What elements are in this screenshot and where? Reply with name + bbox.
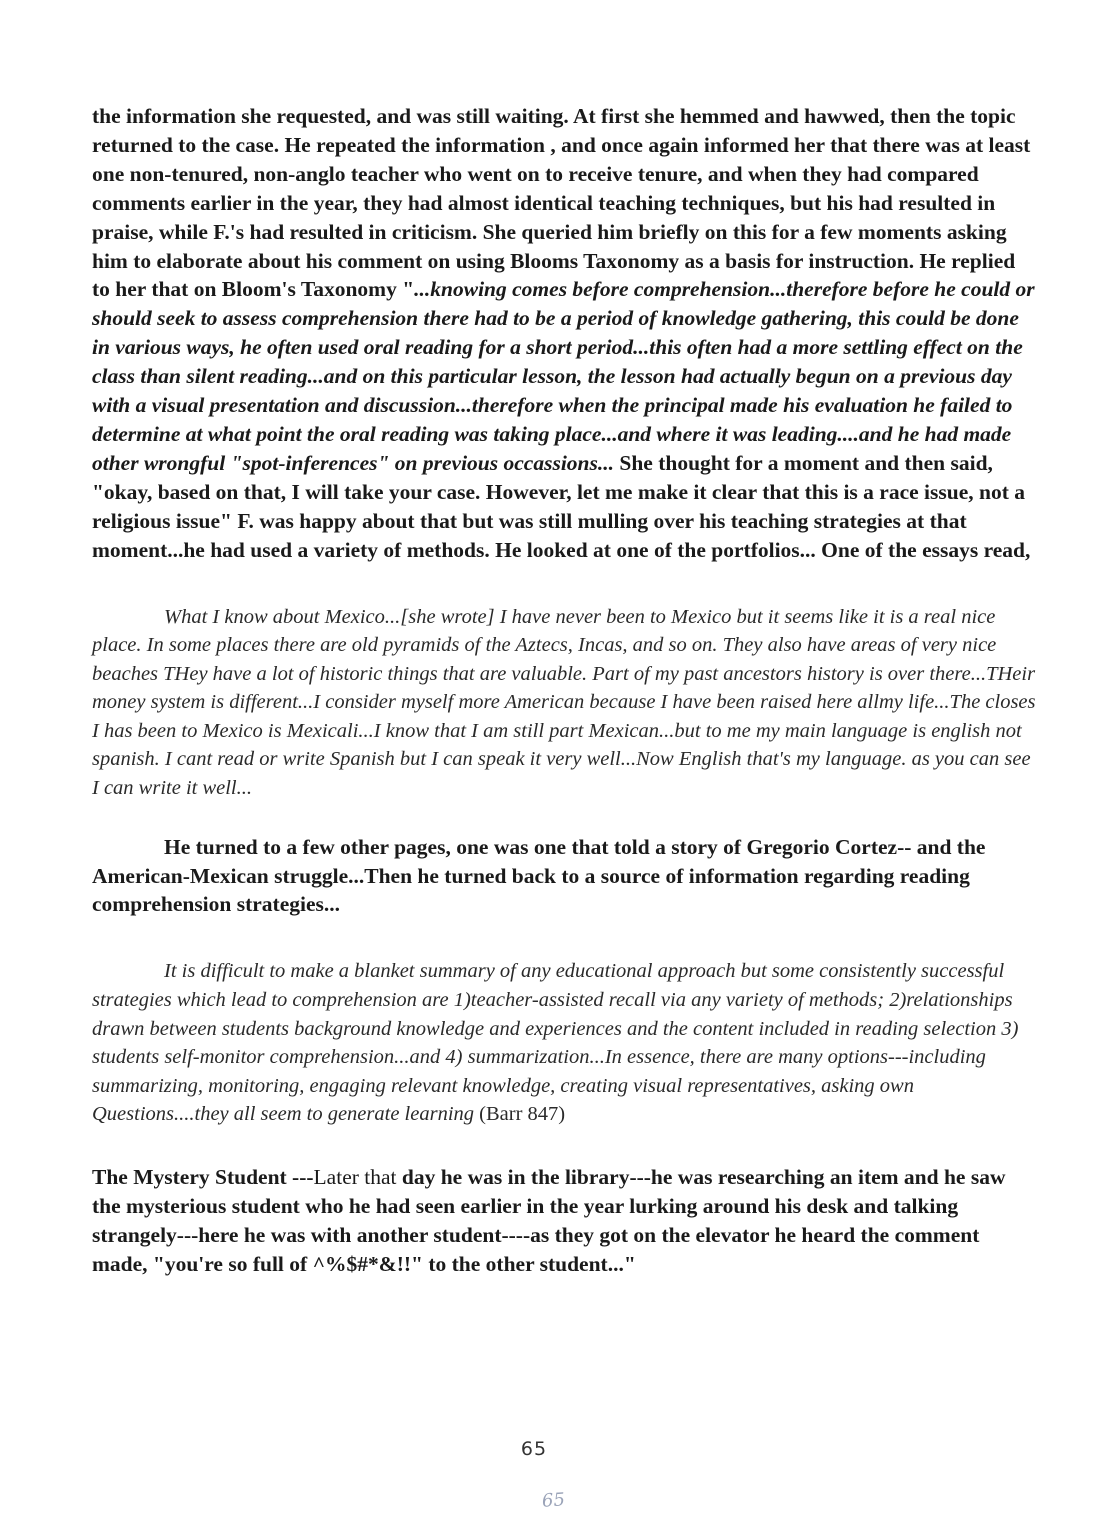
paragraph-mystery-student xyxy=(92,1163,1037,1279)
paragraph-lead-text: the information she requested, and was still waiting. At first she hemmed and hawwed, then the topic returned to the case. He repeated the information , and once again informed her that there was at least one non-tenured, non-anglo teacher who went on to receive tenure, and when they had compared comments earlier in the year, they had almost identical teaching techniques, but his had resulted in praise, while F.'s had resulted in criticism. She queried him briefly on this for a few moments asking him to elaborate about his comment on using Blooms Taxonomy as a basis for instruction. He replied to her that on Bloom's Taxonomy " xyxy=(92,104,1031,302)
mystery-student-text: day he was in the library---he was researching an item and he saw the mysterious student who he had seen earlier in the year lurking around his desk and talking strangely---here he was with another student----as they got on the elevator he heard the comment made, "you're so full of ^%$#*&!!" to the other student..." xyxy=(92,1164,1006,1276)
comprehension-strategies-quote xyxy=(92,957,1037,1129)
document-page xyxy=(92,102,1037,1279)
student-essay-quote: What I know about Mexico...[she wrote] I have never been to Mexico but it seems like it is a real nice place. In some places there are old pyramids of the Aztecs, Incas, and so on. They also have areas of very nice beaches THey have a lot of historic things that are valuable. Part of my past ancestors history is over there...THeir money system is different...I consider myself more American because I have been raised here allmy life...The closes I has been to Mexico is Mexicali...I know that I am still part Mexican...but to me my main language is english not spanish. I cant read or write Spanish but I can speak it very well...Now English that's my language. as you can see I can write it well... xyxy=(92,605,1036,800)
plain-text-fragment: Later that xyxy=(313,1164,397,1189)
citation: (Barr 847) xyxy=(474,1103,566,1126)
paragraph-other-pages: He turned to a few other pages, one was one that told a story of Gregorio Cortez-- and the American-Mexican struggle...Then he turned back to a source of information regarding reading comprehension strategies... xyxy=(92,834,986,917)
section-heading: The Mystery Student --- xyxy=(92,1164,314,1189)
handwritten-page-mark: 65 xyxy=(541,1489,566,1512)
page-number: 65 xyxy=(520,1438,548,1460)
paragraph-case-discussion xyxy=(92,102,1037,565)
blooms-taxonomy-quote: ...knowing comes before comprehension...therefore before he could or should seek to assess comprehension there had to be a period of knowledge gathering, this could be done in various ways, he often used oral reading for a short period...this often had a more settling effect on the class than silent reading...and on this particular lesson, the lesson had actually begun on a previous day with a visual presentation and discussion...therefore when the principal made his evaluation he failed to determine at what point the oral reading was taking place...and where it was leading....and he had made other wrongful "spot-inferences" on previous occassions... xyxy=(92,277,1035,475)
strategies-quote-text: It is difficult to make a blanket summary of any educational approach but some consistently successful strategies which lead to comprehension are 1)teacher-assisted recall via any variety of methods; 2)relationships drawn between students background knowledge and experiences and the content included in reading selection 3) students self-monitor comprehension...and 4) summarization...In essence, there are many options---including summarizing, monitoring, engaging relevant knowledge, creating visual representatives, asking own Questions....they all seem to generate learning xyxy=(92,960,1019,1126)
paragraph-tail-text: She thought for a moment and then said, "okay, based on that, I will take your case. However, let me make it clear that this is a race issue, not a religious issue" F. was happy about that but was still mulling over his teaching strategies at that moment...he had used a variety of methods. He looked at one of the portfolios... One of the essays read, xyxy=(92,450,1031,562)
